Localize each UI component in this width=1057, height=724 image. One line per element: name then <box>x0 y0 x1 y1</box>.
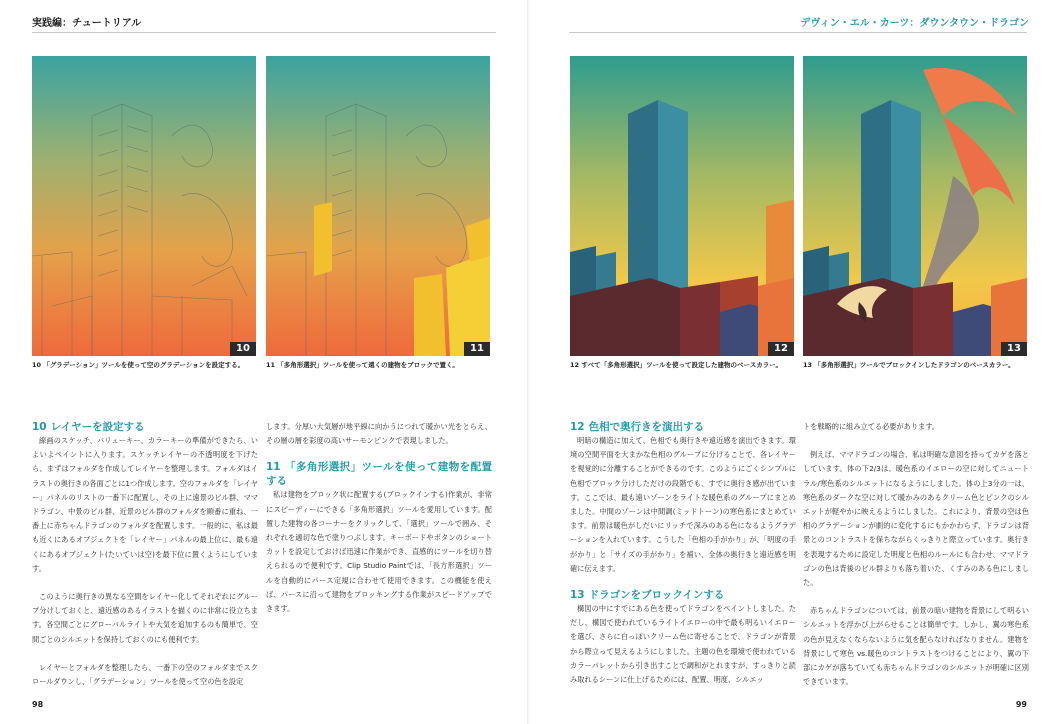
body-paragraph: します。分厚い大気層が地平線に向かうにつれて暖かい光をとらえ、その層の層を彩度の高いサーモンピンクで表現しました。 <box>266 422 492 446</box>
section-heading: 13 ドラゴンをブロックインする <box>570 589 725 602</box>
step-number-badge: 13 <box>1001 342 1027 356</box>
figure-caption: 10 「グラデーション」ツールを使って空のグラデーションを設定する。 <box>32 361 245 369</box>
left-page <box>0 0 528 724</box>
section-heading: 11 「多角形選択」ツールを使って建物を配置する <box>266 461 492 488</box>
body-paragraph: このように奥行きの異なる空間をレイヤー化してそれぞれにグループ分けしておくと、遠近感のあるイラストを描くのに非常に役立ちます。各空間ごとにグローバルライトや大気を追加するのも簡単で、空間ごとのシルエットを保持しておくのにも便利です。 <box>32 592 258 644</box>
page-number: 98 <box>32 700 44 709</box>
body-paragraph: 構図の中にすでにある色を使ってドラゴンをペイントしました。ただし、構図で使われているライトイエローの中で最も明るいイエローを選び、さらに白っぽいクリーム色に寄せることで、ドラゴンが背景から際立って見えるようにしました。主題の色を環境で使われているカラーパレットから引き出すことで調和がとれますが、すっきりと読み取れるシーンに仕上げるためには、配置、明度、シルエッ <box>570 604 796 685</box>
body-paragraph: 私は建物をブロック状に配置する(ブロックインする)作業が、非常にスピーディーにできる「多角形選択」ツールを愛用しています。配置した建物の各コーナーをクリックして、「選択」ツールで囲み、それぞれを適切な色で塗りつぶします。キーボードやボタンのショートカットを設定しておけば迅速に作業ができ、直感的にツールを切り替えられるので便利です。Clip Studio Paintでは、「長方形選択」ツールを自動的にパース定規に合わせて使用できます。この機能を使えば、パースに沿って建物をブロッキングする作業がスピードアップできます。 <box>266 490 492 614</box>
page-number: 99 <box>1015 700 1027 709</box>
figure-caption: 12 すべて「多角形選択」ツールを使って設定した建物のベースカラー。 <box>570 361 782 369</box>
figure-caption: 13 「多角形選択」ツールでブロックインしたドラゴンのベースカラー。 <box>803 361 1015 369</box>
body-paragraph: 明暗の構造に加えて、色相でも奥行きや遠近感を演出できます。環境の空間平面を大まかな色相のグループに分けることで、各レイヤーを視覚的に分離することができるのです。このようにごくシンプルに色相でブロック分けしただけの段階でも、すでに奥行き感が出ています。ここでは、最も遠いゾーンをライトな暖色系のグループにまとめました。中間のゾーンは中間調(ミッドトーン)の寒色系にまとめています。前景は暖色がしだいにリッチで深みのある色になるようグラデーションを入れています。こうした「色相の手がかり」が、「明度の手がかり」と「サイズの手がかり」を補い、全体の奥行きと遠近感を明確に伝えます。 <box>570 436 796 573</box>
text-column <box>570 420 796 687</box>
text-column <box>803 420 1029 689</box>
page-header: 実践編：チュートリアル <box>32 18 142 29</box>
illustration-step-13 <box>803 56 1027 356</box>
section-heading: 10 レイヤーを設定する <box>32 421 145 433</box>
page-header: デヴィン・エル・カーツ：ダウンタウン・ドラゴン <box>800 18 1029 29</box>
step-number-badge: 11 <box>464 342 490 356</box>
header-rule <box>32 32 496 33</box>
figure-caption: 11 「多角形選択」ツールを使って遠くの建物をブロックで置く。 <box>266 361 459 369</box>
body-paragraph: 線画のスケッチ、バリューキー、カラーキーの準備ができたら、いよいよペイントに入ります。スケッチレイヤーの不透明度を下げたら、まずはフォルダを作成してレイヤーを整理します。フォルダはイラストの奥行きの各面ごとに1つ作成します。空のフォルダを「レイヤー」パネルのリストの一番下に配置し、その上に遠景のビル群、ママドラゴン、中景のビル群、近景のビル群のフォルダを順番に重ね、一番上に赤ちゃんドラゴンのフォルダを配置します。一般的に、私は最も近くにあるオブジェクトを「レイヤー」パネルの最上位に、最も遠くにあるオブジェクト(たいていは空)を最下位に置くようにしています。 <box>32 436 258 573</box>
header-rule <box>569 32 1027 33</box>
text-column <box>266 420 492 616</box>
illustration-step-10 <box>32 56 256 356</box>
illustration-step-12 <box>570 56 794 356</box>
body-paragraph: 赤ちゃんドラゴンについては、前景の暗い建物を背景にして明るいシルエットを浮かび上がらせることは簡単です。しかし、翼の寒色系の色が見えなくならないように気を配らなければなりません。建物を背景にして寒色 vs.暖色のコントラストをつけることにより、翼の下部にカゲが落ちていても赤ちゃんドラゴンのシルエットが明確に区別できています。 <box>803 606 1029 687</box>
section-heading: 12 色相で奥行きを演出する <box>570 421 705 433</box>
body-paragraph: トを戦略的に組み立てる必要があります。 <box>803 422 939 431</box>
text-column <box>32 420 258 689</box>
right-page <box>529 0 1057 724</box>
step-number-badge: 10 <box>230 342 256 356</box>
body-paragraph: レイヤーとフォルダを整理したら、一番下の空のフォルダまでスクロールダウンし、「グラデーション」ツールを使って空の色を設定 <box>32 662 258 687</box>
illustration-step-11 <box>266 56 490 356</box>
body-paragraph: 例えば、ママドラゴンの場合、私は明確な意図を持ってカゲを落としています。体の下2/3は、暖色系のイエローの空に対してニュートラル/寒色系のシルエットになるようにしました。体の上3分の一は、寒色系のダークな空に対して暖かみのあるクリーム色とピンクのシルエットが軽やかに映えるようにしました。これにより、背景の空は色相のグラデーションが劇的に変化するにもかかわらず、ドラゴンは背景とのコントラストを保ちながらくっきりと際立っています。奥行きを表現するために設定した明度と色相のルールにも合わせ、ママドラゴンの色は背後のビル群よりも落ち着いた、くすみのある色にしました。 <box>803 450 1029 588</box>
step-number-badge: 12 <box>768 342 794 356</box>
